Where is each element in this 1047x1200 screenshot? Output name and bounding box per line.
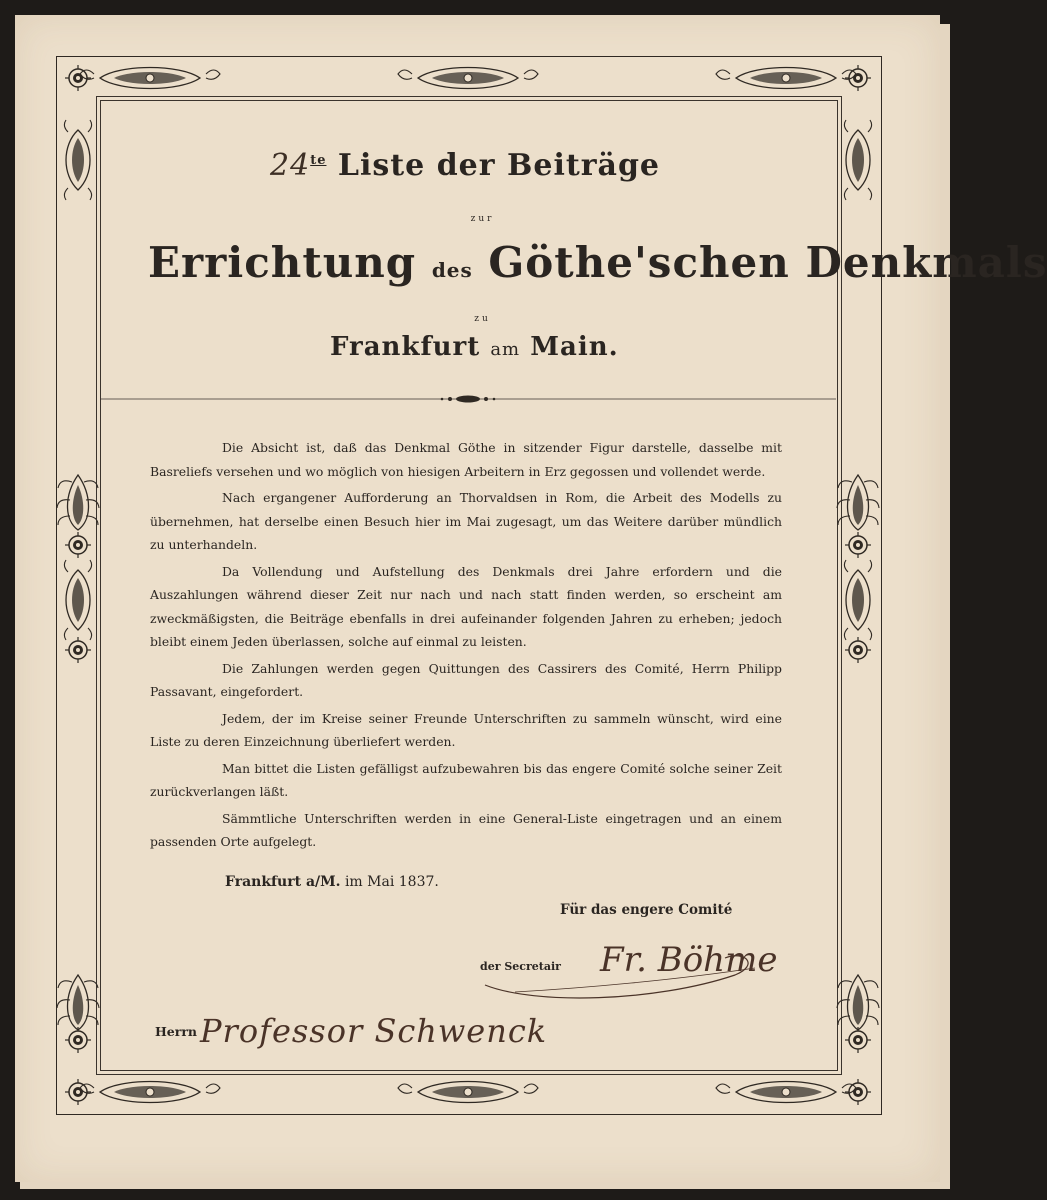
paragraph: Jedem, der im Kreise seiner Freunde Unterschriften zu sammeln wünscht, wird eine Liste zu deren Einzeichnung überliefert werden. bbox=[150, 710, 782, 749]
place-date bbox=[225, 874, 439, 890]
city-name: Frankfurt bbox=[330, 332, 481, 362]
paragraph: Die Absicht ist, daß das Denkmal Göthe in sitzender Figur darstelle, dasselbe mit Basreliefs versehen und wo möglich von hiesigen Arbeitern in Erz gegossen und vollendet werde. bbox=[150, 440, 782, 479]
recipient-handwritten-name: Professor Schwenck bbox=[200, 1012, 548, 1050]
place: Frankfurt bbox=[225, 874, 306, 890]
main-heading-des: des bbox=[431, 258, 473, 282]
body-text bbox=[150, 436, 782, 857]
city-am: am bbox=[490, 339, 521, 360]
list-number-suffix: te bbox=[310, 153, 327, 168]
paragraph: Die Zahlungen werden gegen Quittungen des Cassirers des Comité, Herrn Philipp Passavant, eingefordert. bbox=[150, 660, 782, 699]
herrn-label: Herrn bbox=[155, 1024, 198, 1039]
handwritten-list-number: 24 bbox=[270, 148, 311, 183]
main-heading bbox=[148, 238, 1047, 287]
paragraph: Nach ergangener Aufforderung an Thorvaldsen in Rom, die Arbeit des Modells zu übernehmen, hat derselbe einen Besuch hier im Mai zugesagt, um das Weitere darüber mündlich zu unterhandeln. bbox=[150, 490, 782, 552]
paragraph: Da Vollendung und Aufstellung des Denkmals drei Jahre erfordern und die Auszahlungen während dieser Zeit nur nach und nach statt finden werden, so erscheint am zweckmäßigsten, die Beiträge ebenfalls in drei aufeinander folgenden Jahren zu erheben; jedoch bleibt einem Jeden überlassen, solche auf einmal zu leisten. bbox=[150, 563, 782, 649]
list-title bbox=[270, 148, 690, 183]
secretair-signature: Fr. Böhme bbox=[600, 940, 778, 980]
main-heading-part-a: Errichtung bbox=[148, 238, 417, 287]
secretair-label: der Secretair bbox=[480, 960, 561, 973]
zur-label: zur bbox=[470, 214, 495, 224]
paragraph: Sämmtliche Unterschriften werden in eine General-Liste eingetragen und an einem passenden Orte aufgelegt. bbox=[150, 810, 782, 849]
paragraph: Man bittet die Listen gefälligst aufzubewahren bis das engere Comité solche seiner Zeit zurückverlangen läßt. bbox=[150, 760, 782, 799]
main-heading-part-b: Göthe'schen Denkmals bbox=[488, 238, 1047, 287]
city-heading bbox=[330, 332, 630, 362]
city-river: Main. bbox=[530, 332, 619, 362]
place-abbr: a/M. bbox=[305, 874, 341, 890]
list-title-text: Liste der Beiträge bbox=[337, 148, 661, 183]
date: im Mai 1837. bbox=[340, 874, 439, 890]
zu-label: zu bbox=[474, 314, 491, 324]
heading-divider bbox=[100, 392, 836, 406]
comite-label: Für das engere Comité bbox=[560, 902, 733, 918]
